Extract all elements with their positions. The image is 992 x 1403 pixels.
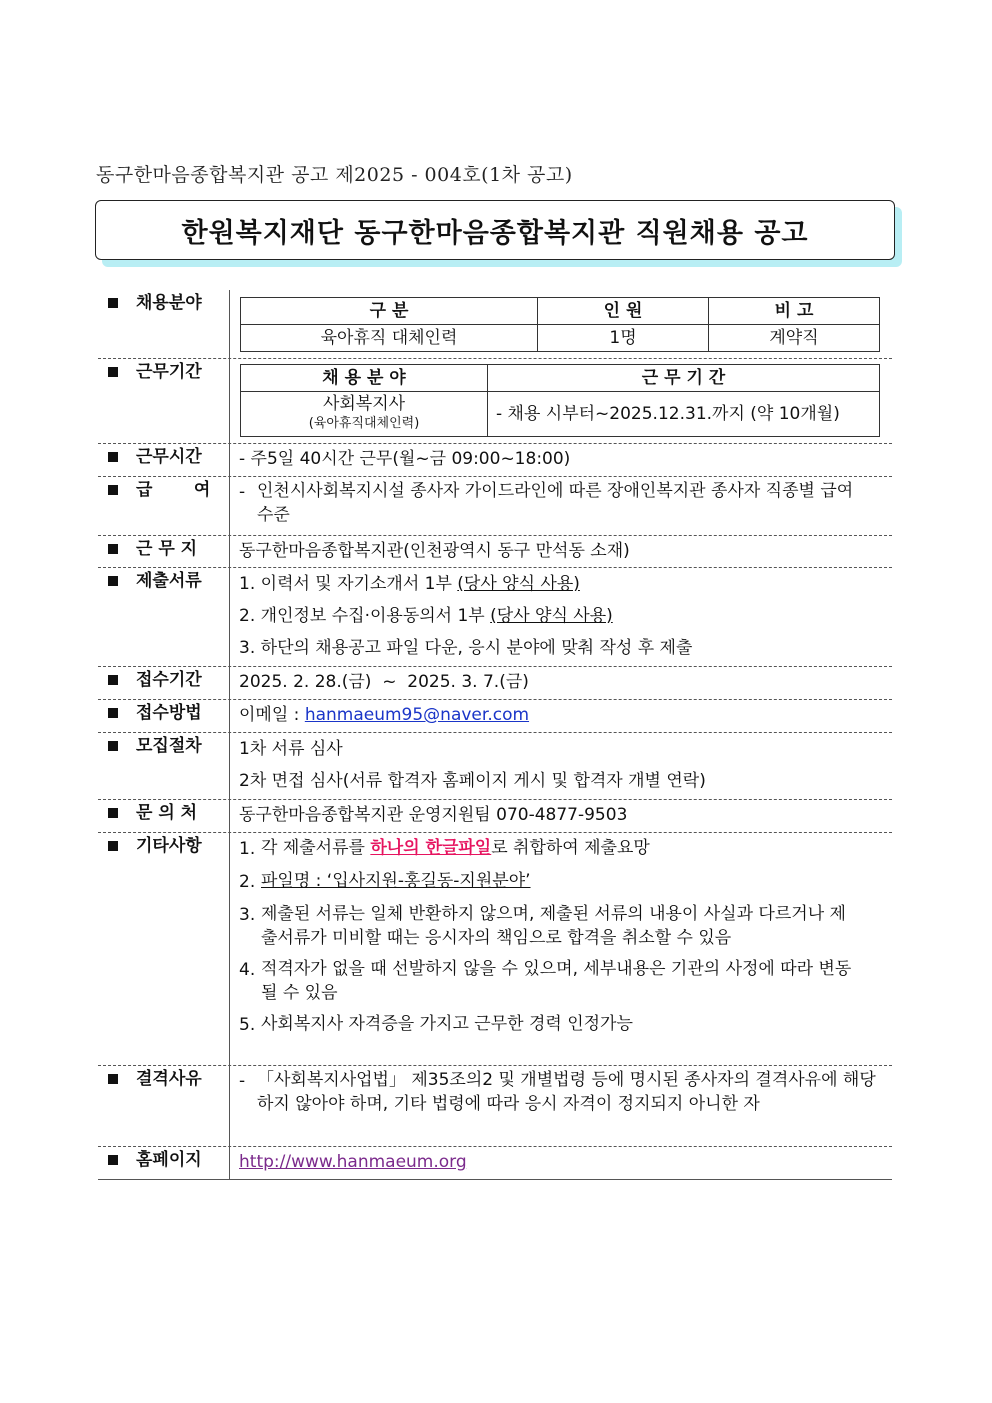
- salary-text: 인천시사회복지시설 종사자 가이드라인에 따른 장애인복지관 종사자 직종별 급여수준: [257, 481, 854, 525]
- bullet-icon: [108, 452, 118, 462]
- row-value: [230, 359, 892, 443]
- etc-item: 2. 파일명 : ‘입사지원-홍길동-지원분야’: [239, 871, 531, 892]
- page-title: 한원복지재단 동구한마음종합복지관 직원채용 공고: [95, 200, 895, 260]
- row-period: [98, 359, 892, 444]
- bullet-icon: [108, 675, 118, 685]
- bullet-icon: [108, 367, 118, 377]
- row-value: [230, 1147, 892, 1179]
- row-value: [230, 1066, 892, 1146]
- row-hours: [98, 444, 892, 477]
- bullet-icon: [108, 1155, 118, 1165]
- row-label: 홈페이지: [98, 1147, 230, 1179]
- etc-item: 4. 적격자가 없을 때 선발하지 않을 수 있으며, 세부내용은 기관의 사정에 따라 변동될 수 있음: [239, 959, 852, 1003]
- notice-number: 동구한마음종합복지관 공고 제2025 - 004호(1차 공고): [96, 164, 573, 186]
- contact-text: 동구한마음종합복지관 운영지원팀 070-4877-9503: [239, 805, 628, 825]
- period-role: 사회복지사: [322, 394, 406, 414]
- row-value: [230, 700, 892, 732]
- email-link[interactable]: hanmaeum95@naver.com: [304, 705, 530, 725]
- recruitment-table: [98, 290, 892, 1180]
- row-label: 제출서류: [98, 568, 230, 666]
- period-role-sub: (육아휴직대체인력): [308, 416, 420, 431]
- homepage-link[interactable]: http://www.hanmaeum.org: [239, 1152, 467, 1172]
- row-label: 접수기간: [98, 667, 230, 699]
- field-table: [240, 297, 880, 352]
- row-label: 문 의 처: [98, 800, 230, 832]
- period-table: [240, 364, 880, 437]
- bullet-icon: [108, 485, 118, 495]
- field-cell: 계약직: [709, 325, 880, 352]
- field-header: 비 고: [709, 298, 880, 325]
- location-text: 동구한마음종합복지관(인천광역시 동구 만석동 소재): [239, 541, 630, 561]
- row-value: [230, 733, 892, 799]
- dash-mark: -: [239, 1071, 246, 1091]
- row-disqualification: [98, 1066, 892, 1147]
- row-label: 접수방법: [98, 700, 230, 732]
- row-label: 채용분야: [98, 290, 230, 358]
- row-value: [230, 290, 892, 358]
- period-role-cell: [241, 392, 488, 437]
- bullet-icon: [108, 576, 118, 586]
- procedure-step: 2차 면접 심사(서류 합격자 홈페이지 게시 및 합격자 개별 연락): [239, 771, 706, 791]
- row-receipt-period: [98, 667, 892, 700]
- row-salary: [98, 477, 892, 536]
- row-label: 급 여: [98, 477, 230, 535]
- period-header: 근 무 기 간: [488, 365, 880, 392]
- procedure-step: 1차 서류 심사: [239, 739, 343, 759]
- disqualification-text: 「사회복지사업법」 제35조의2 및 개별법령 등에 명시된 종사자의 결격사유에 해당하지 않아야 하며, 기타 법령에 따라 응시 자격이 정지되지 아니한 자: [257, 1070, 876, 1114]
- row-label: 근무시간: [98, 444, 230, 476]
- field-header: 인 원: [538, 298, 709, 325]
- etc-item: 5. 사회복지사 자격증을 가지고 근무한 경력 인정가능: [239, 1014, 633, 1035]
- row-value: [230, 568, 892, 666]
- row-etc: [98, 833, 892, 1066]
- field-cell: 1명: [538, 325, 709, 352]
- bullet-icon: [108, 841, 118, 851]
- period-duration: - 채용 시부터~2025.12.31.까지 (약 10개월): [488, 392, 880, 437]
- period-header: 채 용 분 야: [241, 365, 488, 392]
- row-value: [230, 800, 892, 832]
- hours-text: - 주5일 40시간 근무(월~금 09:00~18:00): [239, 449, 571, 469]
- row-value: [230, 536, 892, 567]
- row-label: 모집절차: [98, 733, 230, 799]
- row-location: [98, 536, 892, 568]
- bullet-icon: [108, 544, 118, 554]
- row-value: [230, 833, 892, 1065]
- row-contact: [98, 800, 892, 833]
- document-item: 2. 개인정보 수집·이용동의서 1부 (당사 양식 사용): [239, 606, 613, 626]
- row-label: 기타사항: [98, 833, 230, 1065]
- bullet-icon: [108, 741, 118, 751]
- bullet-icon: [108, 298, 118, 308]
- receipt-period-text: 2025. 2. 28.(금) ~ 2025. 3. 7.(금): [239, 672, 529, 692]
- field-cell: 육아휴직 대체인력: [241, 325, 538, 352]
- bullet-icon: [108, 1074, 118, 1084]
- document-item: 1. 이력서 및 자기소개서 1부 (당사 양식 사용): [239, 574, 580, 594]
- title-banner: [95, 200, 897, 260]
- row-procedure: [98, 733, 892, 800]
- document-item: 3. 하단의 채용공고 파일 다운, 응시 분야에 맞춰 작성 후 제출: [239, 638, 693, 658]
- row-homepage: [98, 1147, 892, 1180]
- row-label: 근 무 지: [98, 536, 230, 567]
- field-header: 구 분: [241, 298, 538, 325]
- bullet-icon: [108, 708, 118, 718]
- row-field: [98, 290, 892, 359]
- highlight-text: 하나의 한글파일: [370, 838, 492, 858]
- row-label: 근무기간: [98, 359, 230, 443]
- row-value: [230, 444, 892, 476]
- row-documents: [98, 568, 892, 667]
- row-value: [230, 667, 892, 699]
- etc-item: 3. 제출된 서류는 일체 반환하지 않으며, 제출된 서류의 내용이 사실과 다르거나 제출서류가 미비할 때는 응시자의 책임으로 합격을 취소할 수 있음: [239, 904, 846, 948]
- row-receipt-method: [98, 700, 892, 733]
- dash-mark: -: [239, 482, 246, 502]
- etc-item: 1. 각 제출서류를 하나의 한글파일로 취합하여 제출요망: [239, 838, 650, 859]
- email-prefix: 이메일 :: [239, 705, 305, 725]
- row-label: 결격사유: [98, 1066, 230, 1146]
- row-value: [230, 477, 892, 535]
- bullet-icon: [108, 808, 118, 818]
